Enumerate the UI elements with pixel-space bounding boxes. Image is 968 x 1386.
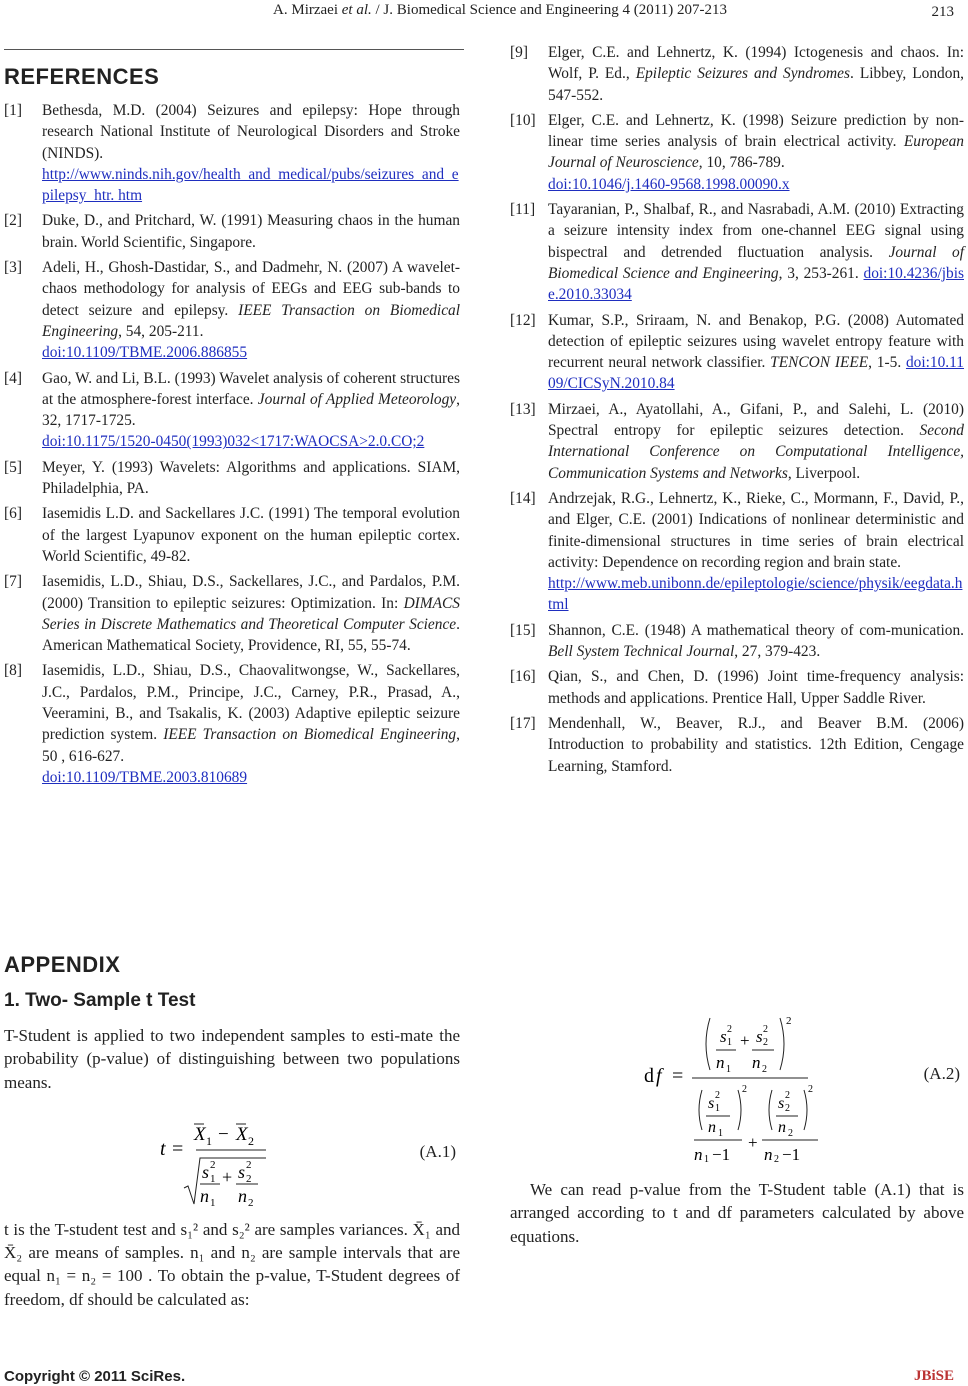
reference-link[interactable]: doi:10.1046/j.1460-9568.1998.00090.x [548,175,790,193]
svg-text:2: 2 [248,1133,254,1148]
equation-a1-label: (A.1) [419,1141,456,1161]
svg-text:=: = [672,1065,684,1087]
reference-number: [11] [510,201,536,219]
reference-link[interactable]: doi:10.1109/TBME.2003.810689 [42,768,248,786]
reference-item [510,399,964,484]
svg-text:2: 2 [762,1064,767,1075]
equation-a2 [510,1012,964,1162]
references-section-left [4,64,460,792]
appendix-conclusion [510,1178,964,1248]
reference-number: [10] [510,111,536,129]
reference-number: [6] [4,505,22,523]
reference-item [510,199,964,305]
reference-journal: DIMACS Series in Discrete Mathematics and Theoretical Computer Science [42,594,460,633]
reference-text [548,310,964,395]
reference-text [548,488,964,616]
reference-item [510,488,964,616]
references-heading: REFERENCES [4,64,160,89]
svg-text:n: n [716,1053,725,1072]
reference-citation: Iasemidis, L.D., Shiau, D.S., Chaovalitwongse, W., Sackellares, J.C., Pardalos, P.M., Principe, J.C., Carney, P.R., Prasad, A., Veeramini, B., and Tsakalis, K. (2003) Adaptive epileptic seizure prediction system. [42,662,460,744]
references-section-right [510,42,964,781]
svg-text:1: 1 [726,1064,731,1075]
svg-text:s: s [720,1027,727,1046]
reference-number: [5] [4,458,22,476]
reference-text [42,503,460,567]
reference-citation: Mirzaei, A., Ayatollahi, A., Gifani, P., and Salehi, L. (2010) Spectral entropy for epileptic seizures detection. [548,400,964,440]
reference-item [510,110,964,195]
reference-citation: Qian, S., and Chen, D. (1996) Joint time-frequency analysis: methods and applications. Prentice Hall, Upper Saddle River. [548,668,964,707]
reference-citation: Iasemidis L.D. and Sackellares J.C. (1991) The temporal evolution of the largest Lyapunov exponent on the human epileptic cortex. World Scientific, 49-82. [42,505,460,565]
svg-text:2: 2 [210,1158,216,1171]
reference-text [548,399,964,484]
reference-volume-pages: , 50 , 616-627. [42,726,460,765]
reference-journal: European Journal of Neuroscience [548,133,964,172]
reference-text [548,110,964,195]
reference-citation: Duke, D., and Pritchard, W. (1991) Measuring chaos in the human brain. World Scientific, Singapore. [42,212,460,251]
reference-citation: Tayaranian, P., Shalbaf, R., and Nasrabadi, A.M. (2010) Extracting a seizure intensity index from one-channel EEG signal using bispectral and detrended fluctuation analysis. [548,201,964,261]
reference-journal: Journal of Applied Meteorology [257,390,457,408]
appendix-paragraph-2: t is the T-student test and s₁² and s₂² are samples variances. X̄₁ and X̄₂ are means of samples. n₁ and n₂ are sample intervals that are equal n₁ = n₂ = 100 . To obtain the p-value, T-Student degrees of freedom, df should be calculated as: [4,1219,460,1309]
reference-link[interactable]: doi:10.1175/1520-0450(1993)032<1717:WAOCSA>2.0.CO;2 [42,433,425,451]
reference-number: [7] [4,573,22,591]
reference-number: [15] [510,621,536,639]
svg-text:d: d [644,1065,654,1087]
reference-number: [4] [4,369,22,387]
reference-journal: Bell System Technical Journal [548,643,735,661]
reference-journal: IEEE Transaction on Biomedical Engineering [163,726,457,744]
svg-text:s: s [238,1161,246,1182]
svg-text:−: − [218,1123,229,1145]
svg-text:n: n [200,1185,209,1206]
reference-citation: Meyer, Y. (1993) Wavelets: Algorithms and applications. SIAM, Philadelphia, PA. [42,458,460,498]
svg-text:−1: −1 [782,1145,801,1162]
reference-link[interactable]: doi:10.1109/CICSyN.2010.84 [548,354,964,393]
reference-item [510,713,964,777]
running-header [0,0,968,30]
reference-volume-pages: , 32, 1717-1725. [42,390,460,430]
reference-citation: Shannon, C.E. (1948) A mathematical theory of com-munication. [548,621,964,639]
svg-text:1: 1 [206,1133,212,1148]
reference-volume-pages: . American Mathematical Society, Providence, RI, 55, 55-74. [42,615,460,655]
reference-number: [9] [510,44,528,61]
svg-text:t: t [160,1137,166,1160]
svg-text:X: X [236,1123,248,1145]
svg-text:2: 2 [742,1084,747,1095]
reference-text [548,666,964,709]
reference-text [548,42,964,106]
reference-citation: Elger, C.E. and Lehnertz, K. (1998) Seizure prediction by non-linear time series analysis of brain electrical activity. [548,111,964,151]
svg-text:2: 2 [763,1024,768,1035]
reference-volume-pages: , Liverpool. [787,464,861,482]
reference-link[interactable]: http://www.meb.unibonn.de/epileptologie/science/physik/eegdata.html [548,575,963,614]
reference-number: [16] [510,668,536,686]
appendix-paragraph-1: T-Student is applied to two independent samples to esti-mate the probability (p-value) of distinguishing between two populations means. [4,1026,460,1092]
reference-text [548,713,964,777]
reference-number: [12] [510,311,536,329]
svg-text:2: 2 [246,1158,252,1171]
svg-text:1: 1 [715,1103,720,1114]
svg-text:2: 2 [248,1196,254,1209]
reference-text [548,620,964,663]
reference-link[interactable]: doi:10.4236/jbise.2010.33034 [548,264,964,304]
svg-text:f: f [656,1065,662,1087]
reference-list-left [4,100,460,788]
svg-text:1: 1 [727,1037,732,1048]
reference-volume-pages: , 27, 379-423. [734,643,821,661]
reference-volume-pages: . Libbey, London, 547-552. [548,65,964,104]
reference-citation: Elger, C.E. and Lehnertz, K. (1994) Ictogenesis and chaos. In: Wolf, P. Ed., [548,44,964,83]
svg-text:s: s [756,1027,763,1046]
svg-text:2: 2 [774,1154,779,1162]
reference-citation: Adeli, H., Ghosh-Dastidar, S., and Dadmehr, N. (2007) A wavelet-chaos methodology for analysis of EEGs and EEG sub-bands to detect seizure and epilepsy. [42,259,460,319]
svg-text:2: 2 [763,1037,768,1048]
reference-text [548,199,964,305]
svg-text:s: s [778,1095,785,1112]
reference-text [42,100,460,206]
svg-text:n: n [778,1119,786,1136]
reference-text [42,210,460,253]
svg-text:2: 2 [715,1090,720,1101]
reference-list-right [510,42,964,777]
reference-text [42,571,460,656]
svg-text:1: 1 [704,1154,709,1162]
svg-text:s: s [202,1161,210,1182]
reference-number: [2] [4,212,22,230]
svg-text:n: n [694,1145,703,1162]
appendix-paragraph-3: We can read p-value from the T-Student table (A.1) that is arranged according to t and df parameters calculated by above equations. [510,1180,964,1246]
equation-a1 [4,1100,460,1210]
reference-link[interactable]: http://www.ninds.nih.gov/health_and_medical/pubs/seizures_and_epilepsy_htr. htm [42,165,459,205]
copyright-notice: Copyright © 2011 SciRes. [4,1368,186,1385]
svg-text:n: n [764,1145,773,1162]
reference-volume-pages: , 3, 253-261. [778,264,864,282]
reference-text [42,660,460,788]
reference-volume-pages: , 10, 786-789. [698,154,785,172]
journal-abbreviation: JBiSE [913,1368,954,1384]
page-number: 213 [931,4,954,20]
svg-text:+: + [748,1133,758,1152]
reference-text [42,368,460,453]
reference-item [510,310,964,395]
reference-item [4,660,460,788]
reference-link[interactable]: doi:10.1109/TBME.2006.886855 [42,344,248,362]
reference-item [510,42,964,106]
reference-volume-pages: , 1-5. [868,354,906,372]
reference-citation: Andrzejak, R.G., Lehnertz, K., Rieke, C., Mormann, F., David, P., and Elger, C.E. (2001) Indications of nonlinear deterministic and finite-dimensional structures in time series of brain electrical activity: Dependence on recording region and brain state. [548,489,964,571]
svg-text:2: 2 [785,1103,790,1114]
reference-citation: Kumar, S.P., Sriraam, N. and Benakop, P.G. (2008) Automated detection of epileptic seizures using wavelet entropy feature with recurrent neural network classifier. [548,311,964,372]
reference-journal: Epileptic Seizures and Syndromes [635,65,850,83]
appendix-heading: APPENDIX [4,952,121,977]
svg-text:1: 1 [210,1196,216,1209]
reference-text [42,457,460,500]
svg-text:+: + [740,1031,750,1050]
reference-item [4,457,460,500]
reference-volume-pages: , 54, 205-211. [118,322,204,340]
equation-a2-formula [640,1012,960,1162]
reference-item [510,666,964,709]
reference-citation: Mendenhall, W., Beaver, R.J., and Beaver B.M. (2006) Introduction to probability and statistics. 12th Edition, Cengage Learning, Stamford. [548,714,964,775]
svg-text:2: 2 [785,1090,790,1101]
reference-item [4,368,460,453]
svg-text:s: s [708,1095,715,1112]
reference-item [4,257,460,363]
appendix-subheading: 1. Two- Sample t Test [4,990,196,1011]
svg-text:2: 2 [788,1128,793,1139]
svg-text:n: n [708,1119,716,1136]
reference-number: [8] [4,662,22,680]
reference-text [42,257,460,363]
reference-citation: Bethesda, M.D. (2004) Seizures and epilepsy: Hope through research National Institute of Neurological Disorders and Stroke (NINDS). [42,102,460,162]
svg-text:2: 2 [246,1172,252,1185]
reference-journal: IEEE Transaction on Biomedical Engineering [42,301,461,340]
svg-text:n: n [238,1185,247,1206]
svg-text:2: 2 [808,1084,813,1095]
reference-number: [1] [4,102,22,119]
svg-text:+: + [222,1166,233,1187]
appendix-section [4,952,460,1311]
reference-journal: Journal of Biomedical Science and Engineering [548,243,964,282]
svg-text:X: X [194,1123,206,1145]
svg-text:1: 1 [210,1172,216,1185]
reference-citation: Iasemidis, L.D., Shiau, D.S., Sackellares, J.C., and Pardalos, P.M. (2000) Transition to epileptic seizures: Optimization. In: [42,573,460,612]
reference-item [4,503,460,567]
reference-number: [17] [510,714,536,732]
reference-item [4,210,460,253]
reference-journal: TENCON IEEE [770,354,869,372]
svg-text:−1: −1 [712,1145,731,1162]
svg-text:2: 2 [786,1015,792,1027]
equation-a2-label: (A.2) [923,1064,960,1083]
running-title: A. Mirzaei et al. / J. Biomedical Science and Engineering 4 (2011) 207-213 [273,2,727,18]
reference-number: [13] [510,400,536,418]
reference-citation: Gao, W. and Li, B.L. (1993) Wavelet analysis of coherent structures at the atmosphere-forest interface. [42,369,460,408]
header-rule [4,49,464,50]
reference-number: [14] [510,489,536,507]
reference-number: [3] [4,259,22,277]
reference-item [510,620,964,663]
reference-journal: Second International Conference on Computational Intelligence, Communication Systems and Networks [548,422,964,482]
reference-item [4,100,460,206]
reference-item [4,571,460,656]
svg-text:n: n [752,1053,761,1072]
equation-a1-formula [154,1100,454,1210]
svg-text:2: 2 [727,1024,732,1035]
svg-text:1: 1 [718,1128,723,1139]
svg-text:=: = [172,1137,184,1160]
